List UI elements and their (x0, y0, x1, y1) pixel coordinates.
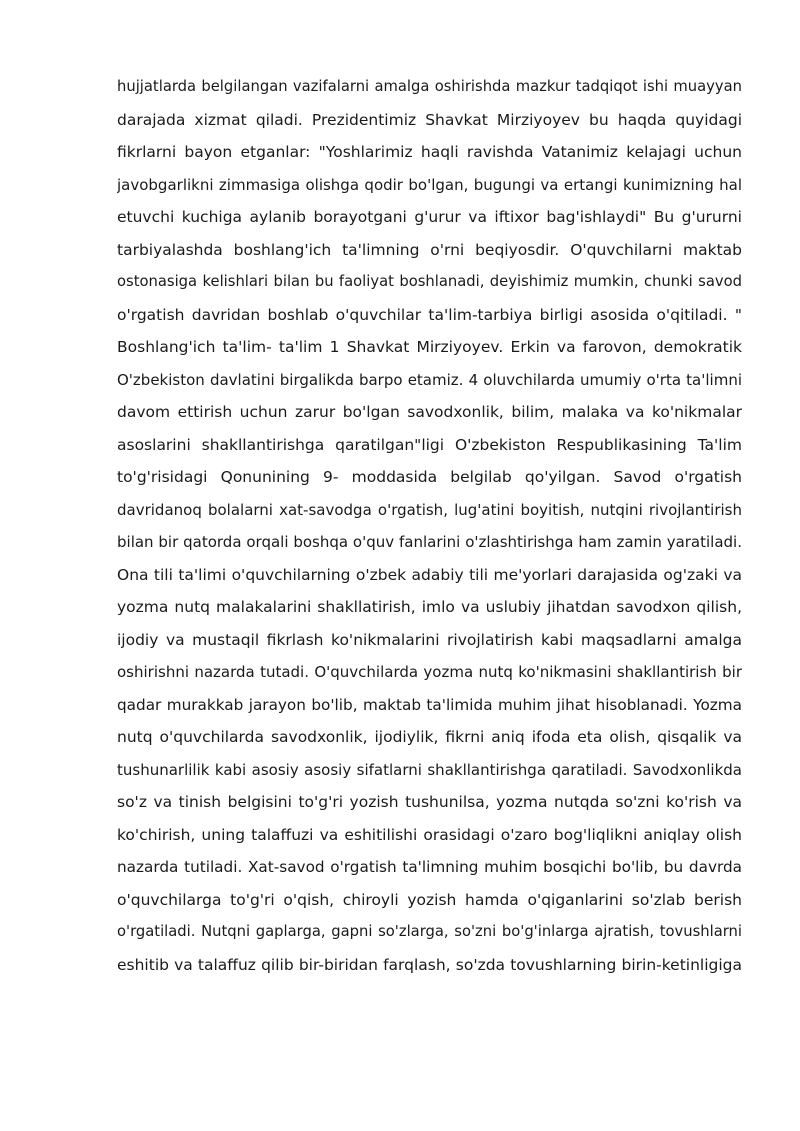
text-line: hujjatlarda belgilangan vazifalarni amalga oshirishda mazkur tadqiqot ishi muayyan (117, 78, 742, 95)
text-line: tarbiyalashda boshlang'ich ta'limning o'rni beqiyosdir. O'quvchilarni maktab (117, 240, 742, 259)
text-line: o'rgatiladi. Nutqni gaplarga, gapni so'zlarga, so'zni bo'g'inlarga ajratish, tovushlarni (117, 923, 742, 940)
text-line: o'quvchilarga to'g'ri o'qish, chiroyli yozish hamda o'qiganlarini so'zlab berish (117, 890, 742, 909)
body-text (117, 71, 742, 981)
text-line: etuvchi kuchiga aylanib borayotgani g'urur va iftixor bag'ishlaydi" Bu g'ururni (117, 208, 742, 226)
text-line: bilan bir qatorda orqali boshqa o'quv fanlarini o'zlashtirishga ham zamin yaratiladi. (117, 533, 742, 551)
text-line: tushunarlilik kabi asosiy asosiy sifatlarni shakllantirishga qaratiladi. Savodxonlikda (117, 760, 742, 779)
text-line: qadar murakkab jarayon bo'lib, maktab ta'limida muhim jihat hisoblanadi. Yozma (117, 695, 742, 714)
text-line: Boshlang'ich ta'lim- ta'lim 1 Shavkat Mirziyoyev. Erkin va farovon, demokratik (117, 338, 742, 356)
text-line: davridanoq bolalarni xat-savodga o'rgatish, lug'atini boyitish, nutqini rivojlantirish (117, 500, 742, 519)
text-line: nazarda tutiladi. Xat-savod o'rgatish ta'limning muhim bosqichi bo'lib, bu davrda (117, 858, 742, 876)
text-line: so'z va tinish belgisini to'g'ri yozish tushunilsa, yozma nutqda so'zni ko'rish va (117, 793, 742, 811)
text-line: yozma nutq malakalarini shakllatirish, imlo va uslubiy jihatdan savodxon qilish, (117, 598, 742, 616)
text-line: ko'chirish, uning talaffuzi va eshitilishi orasidagi o'zaro bog'liqlikni aniqlay olish (117, 825, 742, 844)
text-line: ostonasiga kelishlari bilan bu faoliyat boshlanadi, deyishimiz mumkin, chunki savod (117, 273, 742, 290)
text-line: nutq o'quvchilarda savodxonlik, ijodiylik, fikrni aniq ifoda eta olish, qisqalik va (117, 728, 742, 746)
text-line: javobgarlikni zimmasiga olishga qodir bo'lgan, bugungi va ertangi kunimizning hal (117, 175, 742, 194)
text-line: to'g'risidagi Qonunining 9- moddasida belgilab qo'yilgan. Savod o'rgatish (117, 468, 742, 486)
text-line: darajada xizmat qiladi. Prezidentimiz Shavkat Mirziyoyev bu haqda quyidagi (117, 110, 742, 129)
text-line: O'zbekiston davlatini birgalikda barpo etamiz. 4 oluvchilarda umumiy o'rta ta'limni (117, 370, 742, 389)
text-line: o'rgatish davridan boshlab o'quvchilar ta'lim-tarbiya birligi asosida o'qitiladi. " (117, 305, 742, 324)
text-line: davom ettirish uchun zarur bo'lgan savodxonlik, bilim, malaka va ko'nikmalar (117, 403, 742, 421)
text-line: asoslarini shakllantirishga qaratilgan"ligi O'zbekiston Respublikasining Ta'lim (117, 435, 742, 454)
text-line: oshirishni nazarda tutadi. O'quvchilarda yozma nutq ko'nikmasini shakllantirish bir (117, 663, 742, 681)
text-line: fikrlarni bayon etganlar: "Yoshlarimiz haqli ravishda Vatanimiz kelajagi uchun (117, 143, 742, 161)
text-line: Ona tili ta'limi o'quvchilarning o'zbek adabiy tili me'yorlari darajasida og'zaki va (117, 565, 742, 584)
text-line: eshitib va talaffuz qilib bir-biridan farqlash, so'zda tovushlarning birin-ketinligiga (117, 955, 742, 974)
text-line: ijodiy va mustaqil fikrlash ko'nikmalarini rivojlatirish kabi maqsadlarni amalga (117, 630, 742, 649)
